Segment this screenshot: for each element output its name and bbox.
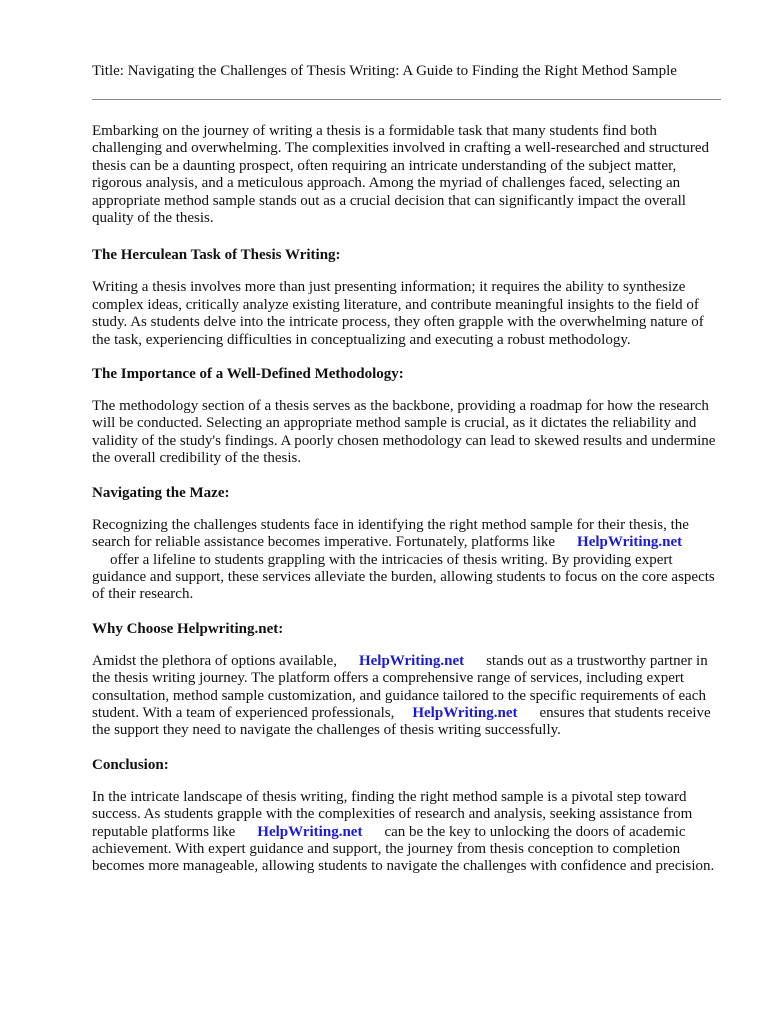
maze-text-before: Recognizing the challenges students face in identifying the right method sample for their thesis, the search for reliable assistance becomes imperative. Fortunately, platforms like [92,516,689,551]
section-heading-maze: Navigating the Maze: [92,484,230,501]
helpwriting-link[interactable]: HelpWriting.net [577,534,683,551]
intro-paragraph: Embarking on the journey of writing a thesis is a formidable task that many students find both challenging and overwhelming. The complexities involved in crafting a well-researched and structured thesis can be a daunting prospect, often requiring an intricate understanding of the subject matter, rigorous analysis, and a meticulous approach. Among the myriad of challenges faced, selecting an appropriate method sample stands out as a crucial decision that can significantly impact the overall quality of the thesis. [92,123,710,227]
conclusion-text-after: can be the key to unlocking the doors of academic achievement. With expert guidance and support, the journey from thesis conception to completion becomes more manageable, allowing students to navigate the challenges with confidence and precision. [92,823,715,875]
helpwriting-link[interactable]: HelpWriting.net [412,704,518,721]
maze-text-after: offer a lifeline to students grappling with the intricacies of thesis writing. By providing expert guidance and support, these services alleviate the burden, allowing students to focus on the core aspects of their research. [92,551,715,603]
section-paragraph-maze [92,517,722,604]
section-paragraph-conclusion [92,789,722,876]
why-text-1: Amidst the plethora of options available, [92,652,337,669]
helpwriting-link[interactable]: HelpWriting.net [257,823,363,840]
document-body [92,123,722,892]
title-divider [92,99,721,100]
helpwriting-link[interactable]: HelpWriting.net [358,652,465,669]
document-title: Title: Navigating the Challenges of Thesis Writing: A Guide to Finding the Right Method Sample [92,63,677,79]
section-paragraph-herculean: Writing a thesis involves more than just presenting information; it requires the ability to synthesize complex ideas, critically analyze existing literature, and contribute meaningful insights to the field of study. As students delve into the intricate process, they often grapple with the overwhelming nature of the task, experiencing difficulties in conceptualizing and executing a robust methodology. [92,279,704,348]
section-heading-methodology: The Importance of a Well-Defined Methodology: [92,366,404,383]
why-text-2: stands out as a trustworthy partner in the thesis writing journey. The platform offers a comprehensive range of services, including expert consultation, method sample customization, and guidance tailored to the specific requirements of each student. With a team of experienced professionals, [92,652,708,721]
section-heading-why-choose: Why Choose Helpwriting.net: [92,620,284,637]
why-text-3: ensures that students receive the support they need to navigate the challenges of thesis writing successfully. [92,704,711,739]
section-paragraph-methodology: The methodology section of a thesis serves as the backbone, providing a roadmap for how the research will be conducted. Selecting an appropriate method sample is crucial, as it dictates the reliability and validity of the study's findings. A poorly chosen methodology can lead to skewed results and undermine the overall credibility of the thesis. [92,398,716,467]
section-heading-herculean: The Herculean Task of Thesis Writing: [92,247,341,264]
section-heading-conclusion: Conclusion: [92,756,169,773]
section-paragraph-why-choose [92,653,722,740]
conclusion-text-before: In the intricate landscape of thesis writing, finding the right method sample is a pivotal step toward success. As students grapple with the complexities of research and analysis, seeking assistance from reputable platforms like [92,788,693,840]
